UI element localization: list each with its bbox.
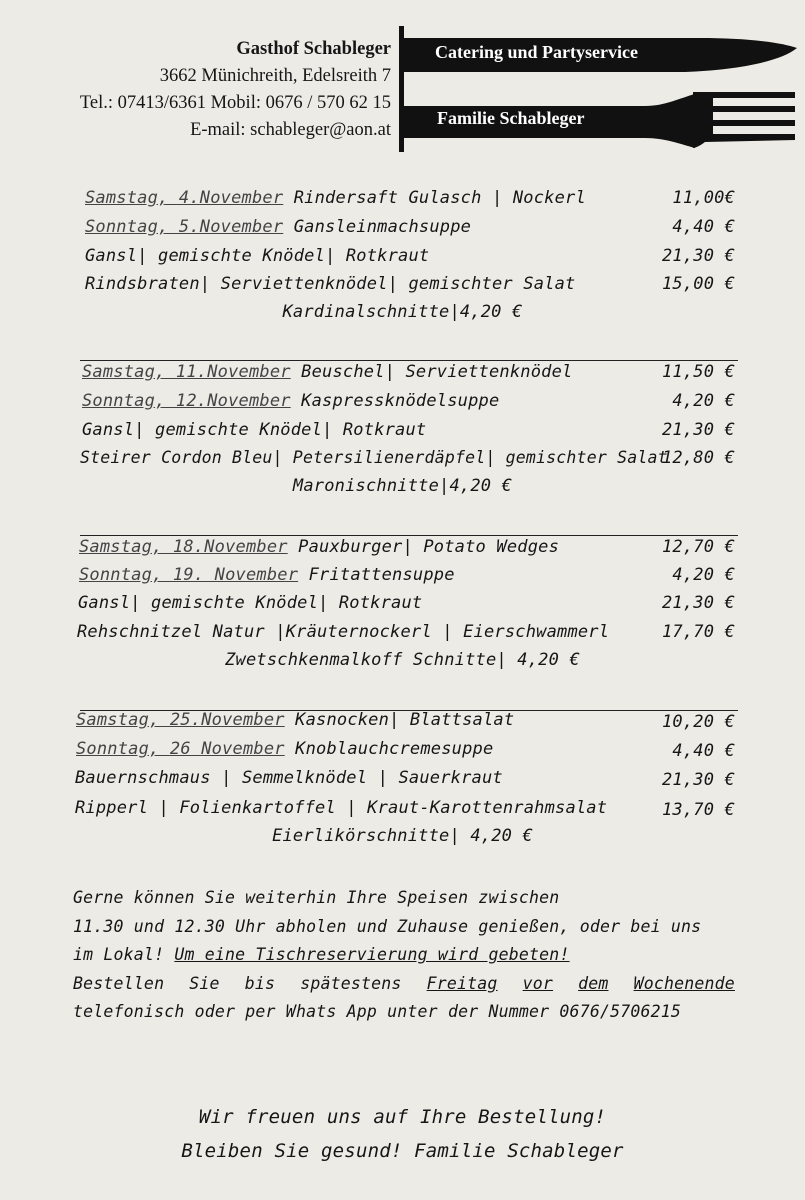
sunday-date: Sonntag, 26 November — [76, 739, 285, 759]
contact-block — [0, 36, 391, 144]
dessert: Kardinalschnitte|4,20 € — [282, 302, 523, 322]
closing-line-1: Wir freuen uns auf Ihre Bestellung! — [198, 1106, 607, 1128]
dessert: Maronischnitte|4,20 € — [292, 476, 513, 496]
menu-item-price: 15,00 € — [661, 274, 735, 294]
knife-fork-logo — [395, 26, 800, 152]
note-word: Bestellen — [73, 973, 165, 993]
menu-item: Rindsbraten| Serviettenknödel| gemischter Salat — [85, 274, 576, 294]
saturday-date: Samstag, 18.November — [79, 537, 288, 557]
sunday-row — [79, 565, 455, 591]
saturday-row — [79, 537, 559, 563]
note-line-3-plain: im Lokal! — [73, 945, 165, 965]
note-word: Sie — [189, 973, 220, 993]
menu-item-price: 21,30 € — [661, 246, 735, 266]
saturday-row — [76, 710, 514, 736]
sunday-price: 4,40 € — [672, 217, 735, 237]
saturday-row — [85, 188, 586, 214]
menu-item-price: 21,30 € — [661, 593, 735, 613]
menu-item: Ripperl | Folienkartoffel | Kraut-Karottenrahmsalat — [75, 798, 608, 818]
phone: Tel.: 07413/6361 Mobil: 0676 / 570 62 15 — [79, 93, 391, 113]
sunday-date: Sonntag, 12.November — [82, 391, 291, 411]
note-line-5: telefonisch oder per Whats App unter der Nummer 0676/5706215 — [73, 1002, 682, 1022]
note-word-underlined: Wochenende — [633, 973, 735, 993]
menu-item: Gansl| gemischte Knödel| Rotkraut — [85, 246, 430, 266]
note-line-1: Gerne können Sie weiterhin Ihre Speisen zwischen — [73, 888, 560, 907]
address: 3662 Münichreith, Edelsreith 7 — [159, 66, 391, 86]
menu-item-price: 17,70 € — [661, 622, 735, 642]
note-word-underlined: Freitag — [426, 973, 498, 993]
note-line-2: 11.30 und 12.30 Uhr abholen und Zuhause genießen, oder bei uns — [73, 916, 702, 936]
info-note — [73, 884, 735, 1027]
saturday-date: Samstag, 4.November — [85, 188, 284, 208]
closing-line-2: Bleiben Sie gesund! Familie Schableger — [181, 1140, 624, 1162]
sunday-dish: Kaspressknödelsuppe — [301, 391, 500, 411]
sunday-dish: Fritattensuppe — [308, 565, 455, 585]
note-line-3 — [73, 941, 735, 970]
sunday-dish: Gansleinmachsuppe — [293, 217, 472, 237]
divider — [80, 535, 738, 536]
note-word: spätestens — [300, 973, 402, 993]
business-name: Gasthof Schableger — [236, 39, 391, 59]
menu-item: Steirer Cordon Bleu| Petersilienerdäpfel| gemischter Salat — [80, 448, 668, 467]
saturday-dish: Kasnocken| Blattsalat — [295, 710, 515, 730]
note-word-underlined: dem — [578, 973, 609, 993]
logo-bottom-text: Familie Schableger — [437, 108, 585, 128]
menu-item-price: 21,30 € — [661, 770, 735, 790]
sunday-row — [82, 391, 499, 417]
saturday-price: 11,50 € — [661, 362, 735, 382]
menu-item-price: 13,70 € — [661, 800, 735, 820]
reservation-note: Um eine Tischreservierung wird gebeten! — [174, 945, 570, 965]
note-word: bis — [244, 973, 276, 993]
saturday-dish: Pauxburger| Potato Wedges — [298, 537, 560, 557]
divider — [80, 360, 738, 361]
saturday-price: 12,70 € — [661, 537, 735, 557]
saturday-dish: Beuschel| Serviettenknödel — [301, 362, 573, 382]
sunday-price: 4,20 € — [672, 391, 735, 411]
note-line-4 — [73, 970, 735, 999]
menu-item-price: 12,80 € — [661, 448, 735, 468]
sunday-dish: Knoblauchcremesuppe — [295, 739, 494, 759]
menu-item: Gansl| gemischte Knödel| Rotkraut — [78, 593, 423, 613]
dessert: Zwetschkenmalkoff Schnitte| 4,20 € — [225, 650, 580, 670]
sunday-price: 4,40 € — [672, 741, 735, 761]
menu-item-price: 21,30 € — [661, 420, 735, 440]
menu-item: Rehschnitzel Natur |Kräuternockerl | Eierschwammerl — [77, 622, 610, 642]
dessert: Eierlikörschnitte| 4,20 € — [272, 826, 533, 846]
saturday-price: 10,20 € — [661, 712, 735, 732]
note-word-underlined: vor — [522, 973, 554, 993]
saturday-date: Samstag, 25.November — [76, 710, 285, 730]
saturday-dish: Rindersaft Gulasch | Nockerl — [293, 188, 586, 208]
closing-message — [0, 1100, 805, 1168]
email: E-mail: schableger@aon.at — [190, 120, 391, 140]
sunday-date: Sonntag, 19. November — [79, 565, 299, 585]
menu-item: Bauernschmaus | Semmelknödel | Sauerkraut — [75, 768, 503, 788]
sunday-date: Sonntag, 5.November — [85, 217, 284, 237]
sunday-row — [85, 217, 471, 243]
logo-top-text: Catering und Partyservice — [435, 42, 638, 62]
saturday-date: Samstag, 11.November — [82, 362, 291, 382]
menu-item: Gansl| gemischte Knödel| Rotkraut — [82, 420, 427, 440]
sunday-row — [76, 739, 493, 765]
sunday-price: 4,20 € — [672, 565, 735, 585]
saturday-row — [82, 362, 572, 388]
saturday-price: 11,00€ — [672, 188, 735, 208]
